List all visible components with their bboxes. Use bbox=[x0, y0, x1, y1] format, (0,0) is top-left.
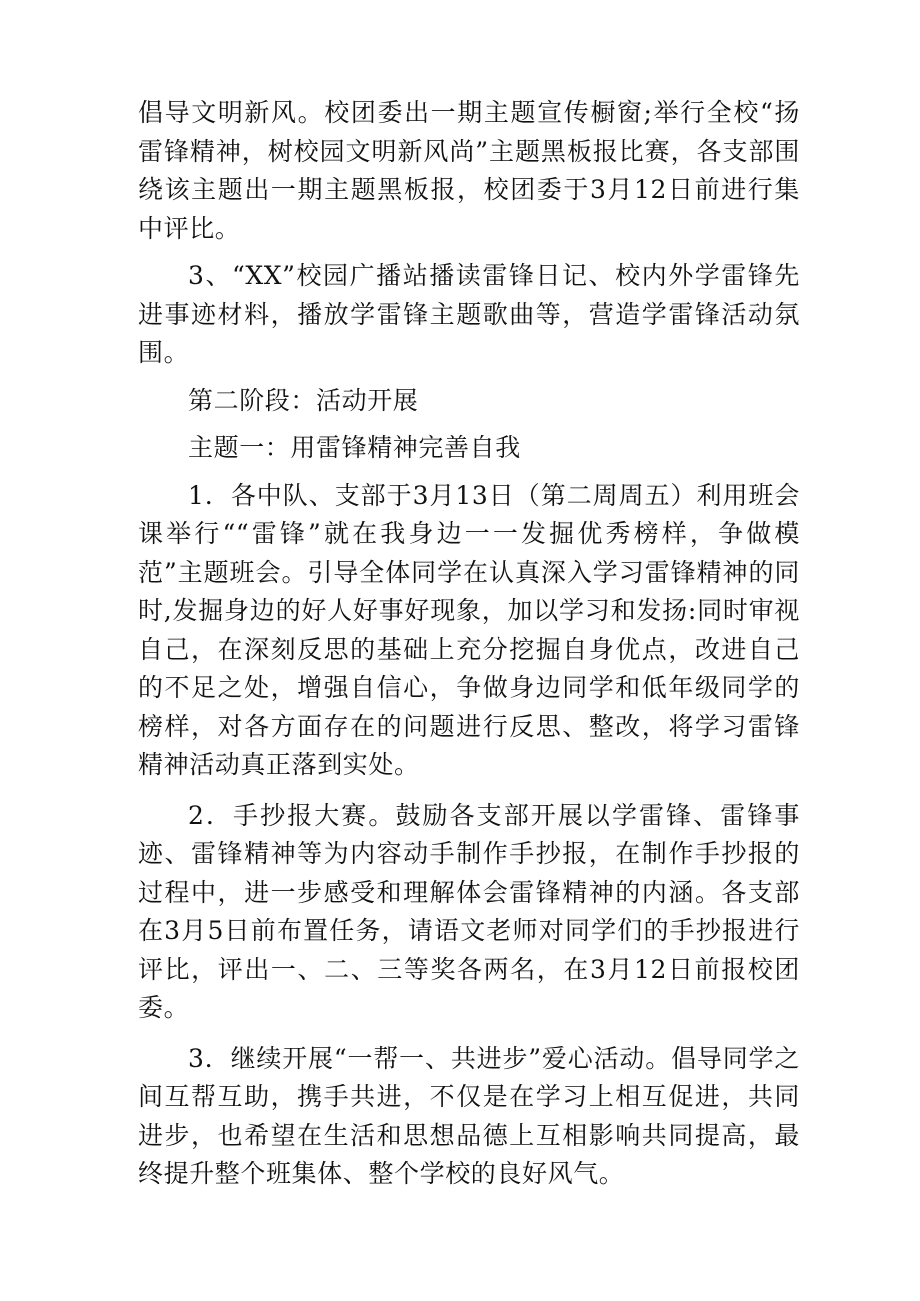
paragraph-item-2-handwritten-newspaper: 2．手抄报大赛。鼓励各支部开展以学雷锋、雷锋事迹、雷锋精神等为内容动手制作手抄报，在制作手抄报的过程中，进一步感受和理解体会雷锋精神的内涵。各支部在3月5日前布置任务，请语文老师对同学们的手抄报进行评比，评出一、二、三等奖各两名，在3月12日前报校团委。 bbox=[138, 800, 800, 1022]
paragraph-broadcast-station: 3、“XX”校园广播站播读雷锋日记、校内外学雷锋先进事迹材料，播放学雷锋主题歌曲等，营造学雷锋活动氛围。 bbox=[138, 261, 800, 367]
section-heading-theme-one: 主题一：用雷锋精神完善自我 bbox=[188, 433, 521, 462]
paragraph-continuation: 倡导文明新风。校团委出一期主题宣传橱窗;举行全校“扬雷锋精神，树校园文明新风尚”主题黑板报比赛，各支部围绕该主题出一期主题黑板报，校团委于3月12日前进行集中评比。 bbox=[138, 98, 800, 243]
paragraph-item-1-class-meeting: 1．各中队、支部于3月13日（第二周周五）利用班会课举行““雷锋”就在我身边一一发掘优秀榜样，争做模范”主题班会。引导全体同学在认真深入学习雷锋精神的同时,发掘身边的好人好事好现象，加以学习和发扬:同时审视自己，在深刻反思的基础上充分挖掘自身优点，改进自己的不足之处，增强自信心，争做身边同学和低年级同学的榜样，对各方面存在的问题进行反思、整改，将学习雷锋精神活动真正落到实处。 bbox=[138, 480, 800, 779]
paragraph-item-3-mutual-help: 3．继续开展“一帮一、共进步”爱心活动。倡导同学之间互帮互助，携手共进，不仅是在学习上相互促进，共同进步，也希望在生活和思想品德上互相影响共同提高，最终提升整个班集体、整个学校的良好风气。 bbox=[138, 1043, 800, 1188]
section-heading-stage-two: 第二阶段：活动开展 bbox=[188, 385, 419, 415]
